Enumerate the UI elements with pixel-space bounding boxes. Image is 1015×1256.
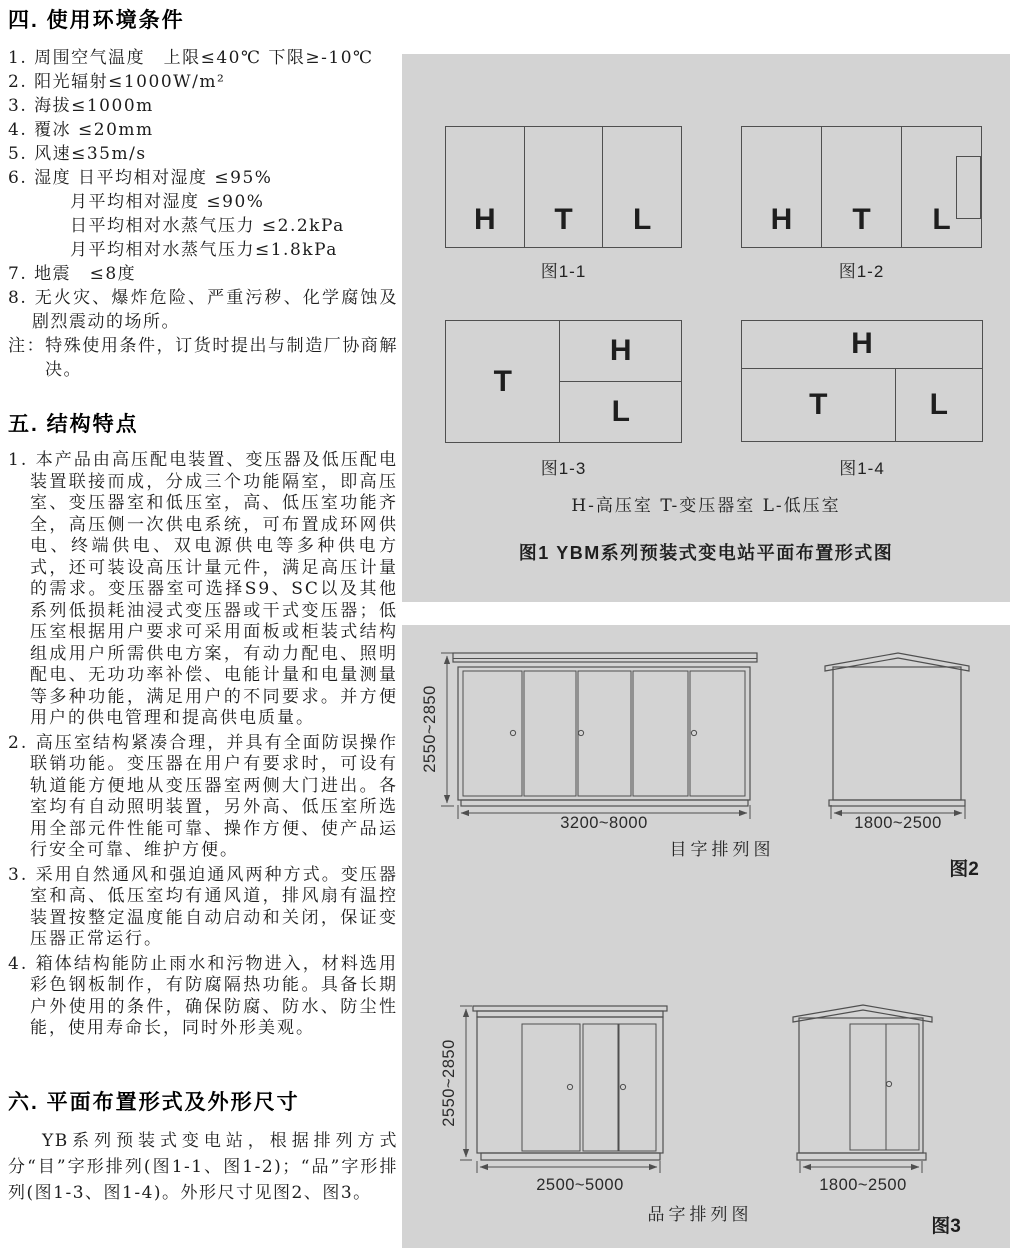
diagram-1-4 (741, 320, 983, 442)
cabinet-notch (956, 156, 981, 219)
figure1-panel (402, 54, 1010, 602)
env-note: 注：特殊使用条件，订货时提出与制造厂协商解决。 (8, 336, 398, 380)
cell-l (896, 369, 982, 441)
text-column (8, 4, 398, 1206)
pin-label: 品字排列图 (647, 1205, 753, 1225)
cell-l (901, 127, 981, 247)
door-handle (567, 1084, 572, 1089)
env-item-6-sub-1: 月平均相对湿度 ≤90% (70, 192, 265, 212)
struct-item-1: 1. 本产品由高压配电装置、变压器及低压配电装置联接而成，分成三个功能隔室，即高压室、变压器室和低压室，高、低压室功能齐全，高压侧一次供电系统，可布置成环网供电、终端供电、双电源供电等多种供电方式，还可装设高压计量元件，满足高压计量的需求。变压器室可选择S9、SC以及其他系列低损耗油浸式变压器或干式变压器；低压室根据用户要求可采用面板或柜装式结构组成用户所需供电方案，有动力配电、照明配电、无功功率补偿、电能计量和电量测量等多种功能，满足用户的不同要求。并方便用户的供电管理和提高供电质量。 (8, 450, 398, 728)
struct-item-3: 3. 采用自然通风和强迫通风两种方式。变压器室和高、低压室均有通风道，排风扇有温控装置按整定温度能自动启动和关闭，保证变压器正常运行。 (8, 864, 398, 949)
figure1-legend: H-高压室 T-变压器室 L-低压室 (571, 496, 841, 516)
room-letter: T (809, 387, 828, 421)
fig3-side-view (793, 1005, 961, 1237)
struct-item-4: 4. 箱体结构能防止雨水和污物进入，材料选用彩色钢板制作，有防腐隔热功能。具备长期户外使用的条件，确保防腐、防水、防尘性能，使用寿命长，同时外形美观。 (8, 953, 398, 1038)
fig3-width-dim: 1800~2500 (819, 1176, 907, 1194)
room-letter: L (932, 203, 951, 236)
mu-height-dim: 2550~2850 (421, 685, 439, 773)
room-letter: T (493, 364, 512, 398)
door-handle (578, 730, 583, 735)
diagram-1-2 (741, 126, 982, 248)
room-letter: L (611, 395, 630, 428)
diagram-1-4-caption: 图1-4 (839, 459, 885, 478)
door-handle (691, 730, 696, 735)
cell-h (560, 321, 681, 381)
cell-h (742, 127, 821, 247)
env-item-7: 7. 地震 ≤8度 (8, 264, 137, 284)
figure23-drawings (402, 625, 1010, 1248)
room-letter: T (852, 203, 871, 236)
env-item-5: 5. 风速≤35m/s (8, 144, 147, 164)
diagram-1-2-caption: 图1-2 (838, 262, 885, 281)
fig3-label: 图3 (931, 1216, 961, 1237)
door-handle (510, 730, 515, 735)
env-item-6-sub-3: 月平均相对水蒸气压力≤1.8kPa (70, 240, 338, 260)
env-item-6: 6. 湿度 日平均相对湿度 ≤95% (8, 168, 273, 188)
env-item-3: 3. 海拔≤1000m (8, 96, 154, 116)
cell-l (560, 381, 681, 442)
pin-width-dim: 2500~5000 (536, 1176, 624, 1194)
cell-t (524, 127, 603, 247)
diagram-1-1 (445, 126, 682, 248)
section5-title: 五. 结构特点 (8, 413, 139, 436)
env-item-6-sub-2: 日平均相对水蒸气压力 ≤2.2kPa (70, 216, 345, 236)
section4-title: 四. 使用环境条件 (8, 9, 185, 32)
mu-front-view (421, 653, 775, 860)
room-letter: H (474, 203, 496, 236)
diagram-1-3-caption: 图1-3 (540, 459, 587, 478)
cell-h (742, 321, 982, 368)
diagram-1-3 (445, 320, 682, 443)
mu-label: 目字排列图 (669, 840, 775, 860)
cell-t (821, 127, 901, 247)
env-item-4: 4. 覆冰 ≤20mm (8, 120, 154, 140)
cell-t (446, 321, 559, 442)
right-column (559, 321, 681, 442)
room-letter: H (770, 203, 793, 236)
cell-t (742, 369, 896, 441)
cell-l (602, 127, 681, 247)
bottom-row (742, 368, 982, 441)
diagram-1-1-caption: 图1-1 (540, 262, 587, 281)
env-item-8: 8. 无火灾、爆炸危险、严重污秽、化学腐蚀及剧烈震动的场所。 (8, 288, 398, 332)
room-letter: L (633, 203, 652, 236)
room-letter: H (851, 327, 873, 361)
room-letter: L (929, 387, 948, 421)
figure23-panel (402, 625, 1010, 1248)
fig2-label: 图2 (949, 859, 979, 880)
fig2-side-view (825, 653, 979, 880)
pin-front-view (440, 1006, 753, 1225)
room-letter: H (609, 334, 632, 367)
cell-h (446, 127, 524, 247)
env-item-2: 2. 阳光辐射≤1000W/m² (8, 72, 226, 92)
door-handle (620, 1084, 625, 1089)
door-handle (886, 1081, 891, 1086)
struct-item-2: 2. 高压室结构紧凑合理，并具有全面防误操作联销功能。变压器在用户有要求时，可设有轨道能方便地从变压器室两侧大门进出。各室均有自动照明装置，另外高、低压室所选用全部元件性能可靠、操作方便、使产品运行安全可靠、维护方便。 (8, 732, 398, 860)
pin-height-dim: 2550~2850 (440, 1039, 458, 1127)
section6-title: 六. 平面布置形式及外形尺寸 (8, 1090, 300, 1114)
room-letter: T (554, 203, 573, 236)
section6-paragraph: YB系列预装式变电站，根据排列方式分“目”字形排列(图1-1、图1-2)；“品”字形排列(图1-3、图1-4)。外形尺寸见图2、图3。 (8, 1130, 398, 1203)
fig2-width-dim: 1800~2500 (854, 814, 942, 832)
env-item-1: 1. 周围空气温度 上限≤40℃ 下限≥-10℃ (8, 48, 374, 68)
figure1-caption: 图1 YBM系列预装式变电站平面布置形式图 (518, 543, 894, 563)
mu-width-dim: 3200~8000 (560, 814, 648, 832)
